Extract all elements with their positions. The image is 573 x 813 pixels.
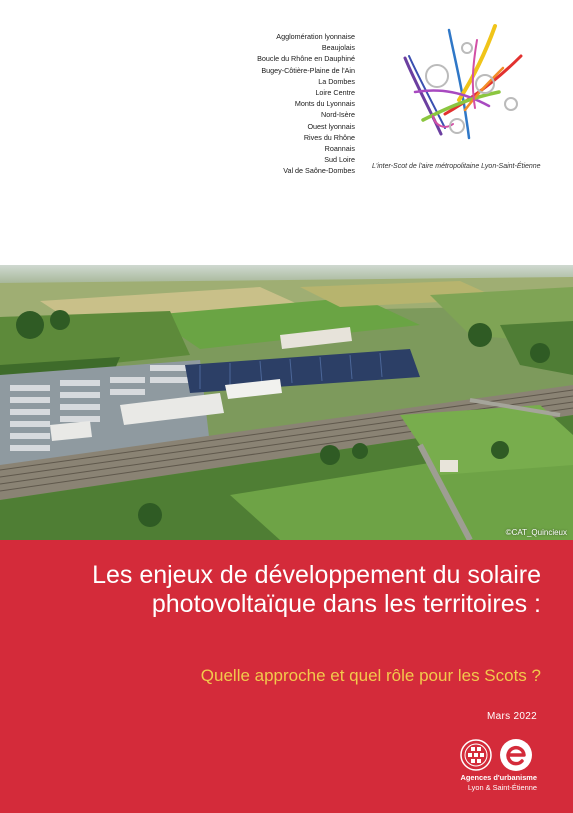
territory-item: Nord-Isère bbox=[321, 110, 355, 120]
territory-item: Boucle du Rhône en Dauphiné bbox=[257, 54, 355, 64]
interscot-caption: L'inter-Scot de l'aire métropolitaine Lyon-Saint-Étienne bbox=[372, 163, 541, 170]
agency-name: Agences d'urbanisme bbox=[460, 773, 537, 782]
territory-item: Val de Saône-Dombes bbox=[283, 166, 355, 176]
interscot-logo bbox=[393, 20, 533, 144]
header-zone bbox=[0, 0, 573, 265]
territory-item: Bugey-Côtière-Plaine de l'Ain bbox=[261, 65, 355, 75]
publication-date: Mars 2022 bbox=[487, 711, 537, 722]
territory-item: Beaujolais bbox=[321, 43, 355, 53]
territory-item: Loire Centre bbox=[315, 88, 355, 98]
territory-item: Agglomération lyonnaise bbox=[276, 32, 355, 41]
territory-item: La Dombes bbox=[318, 76, 355, 86]
lyon-agency-emblem-icon bbox=[461, 740, 491, 770]
territory-item: Sud Loire bbox=[324, 155, 355, 165]
cover-photo bbox=[0, 265, 573, 540]
title-band bbox=[0, 540, 573, 813]
territory-item: Roannais bbox=[324, 144, 355, 154]
aerial-photo-illustration bbox=[0, 265, 573, 540]
territory-item: Ouest lyonnais bbox=[307, 121, 355, 131]
document-title: Les enjeux de développement du solaire photovoltaïque dans les territoires : bbox=[92, 561, 541, 618]
agency-city: Lyon & Saint-Étienne bbox=[467, 783, 537, 792]
photo-credit: ©CAT_Quincieux bbox=[505, 528, 567, 537]
agency-logo bbox=[458, 736, 536, 774]
territory-list bbox=[257, 31, 355, 177]
document-subtitle: Quelle approche et quel rôle pour les Scots ? bbox=[200, 666, 541, 685]
territory-item: Rives du Rhône bbox=[303, 132, 355, 142]
territory-item: Monts du Lyonnais bbox=[294, 99, 355, 109]
saint-etienne-agency-e-icon bbox=[500, 739, 532, 771]
